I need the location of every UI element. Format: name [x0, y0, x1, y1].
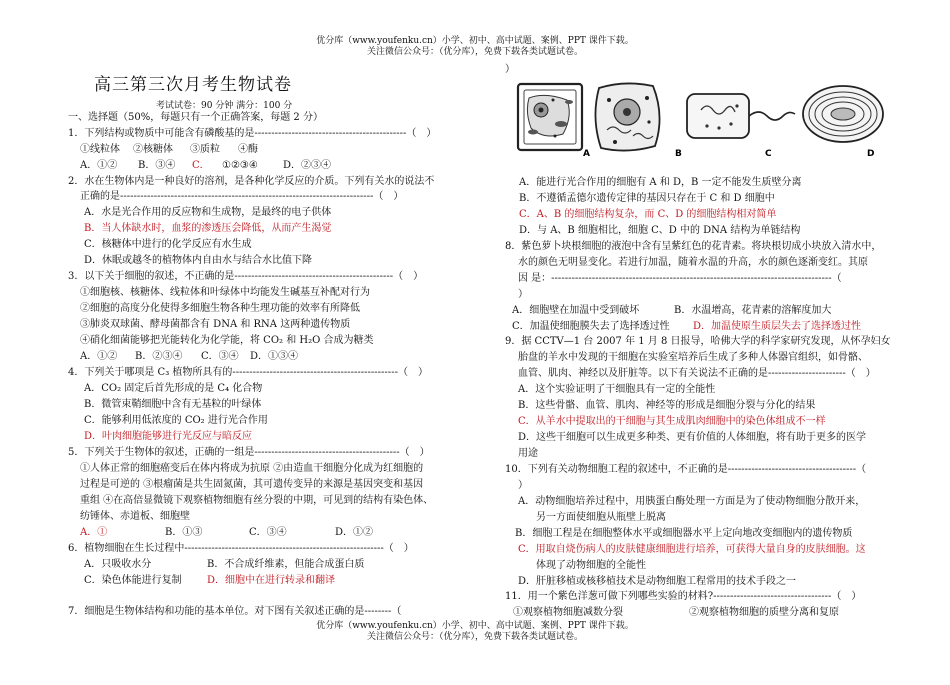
footer-line-2: 关注微信公众号：（优分库），免费下载各类试题试卷。: [366, 632, 583, 642]
q6-option-c: C．染色体能进行复制: [84, 575, 182, 586]
q5-answer-b: B．①③: [165, 527, 203, 538]
q5-statement-2: 过程是可逆的 ③根瘤菌是共生固氮菌，其可遗传变异的来源是基因突变和基因: [80, 479, 424, 490]
q7-option-b: B．不遵循孟德尔遗传定律的基因只存在于 C 和 D 细胞中: [519, 193, 775, 204]
q2-option-a: A．水是光合作用的反应物和生成物，是最终的电子供体: [84, 207, 332, 218]
q9-stem-3: 血管、肌肉、神经以及肝脏等。以下有关说法不正确的是-----------------------（ ）: [518, 368, 876, 379]
figure-label-a: A: [583, 149, 590, 159]
q5-answer-a: A．①: [80, 527, 108, 538]
q6-option-a: A．只吸收水分: [84, 559, 152, 570]
q1-answer-c: ①②③④: [222, 160, 258, 171]
q3-statement-4: ④硝化细菌能够把光能转化为化学能，将 CO₂ 和 H₂O 合成为糖类: [80, 335, 374, 346]
q4-option-a: A．CO₂ 固定后首先形成的是 C₄ 化合物: [84, 383, 263, 394]
q5-answer-c: C．③④: [249, 527, 287, 538]
q7-option-a: A．能进行光合作用的细胞有 A 和 D，B 一定不能发生质壁分离: [519, 177, 802, 188]
q8-option-d: D．加温使原生质层失去了选择透过性: [693, 321, 862, 332]
q9-stem-1: 9．据 CCTV—1 台 2007 年 1 月 8 日报导，哈佛大学的科学家研究发现，从怀孕妇女: [505, 336, 891, 347]
cell-diagram: [515, 80, 887, 164]
q1-answer-d: D．②③④: [283, 160, 332, 171]
q3-answer-d: D．①③④: [250, 351, 299, 362]
q1-opt-1: ①线粒体: [80, 144, 120, 155]
q2-option-d: D．休眠或越冬的植物体内自由水与结合水比值下降: [84, 255, 313, 266]
q7-option-c: C．A、B 的细胞结构复杂，而 C、D 的细胞结构相对简单: [519, 209, 777, 220]
q2-option-b: B．当人体缺水时，血浆的渗透压会降低，从而产生渴觉: [84, 223, 332, 234]
q3-answer-c: C．③④: [201, 351, 239, 362]
q2-stem-1: 2．水在生物体内是一种良好的溶剂，是各种化学反应的介质。下列有关水的说法不: [68, 176, 435, 187]
q1-stem: 1．下列结构或物质中可能含有磷酸基的是---------------------------------------------（ ）: [68, 128, 437, 139]
q4-option-d: D．叶肉细胞能够进行光反应与暗反应: [84, 431, 253, 442]
q10-option-a-2: 另一方面使细胞从瓶壁上脱离: [536, 512, 666, 523]
q3-statement-1: ①细胞核、核糖体、线粒体和叶绿体中均能发生碱基互补配对行为: [80, 287, 370, 298]
q8-stem-3: 因 是：-----------------------------------------------------------------------------------（: [518, 273, 842, 284]
figure-label-d: D: [867, 149, 875, 159]
cell-b-drawing: [595, 83, 659, 150]
figure-label-c: C: [765, 149, 772, 159]
q6-option-b: B．不合成纤维素，但能合成蛋白质: [207, 559, 365, 570]
q9-option-d-2: 用途: [518, 448, 538, 459]
q3-answer-a: A．①②: [80, 351, 118, 362]
q3-statement-2: ②细胞的高度分化使得多细胞生物各种生理功能的效率有所降低: [80, 303, 360, 314]
q1-answer-b: B．③④: [138, 160, 176, 171]
q10-option-c-2: 体现了动物细胞的全能性: [536, 560, 646, 571]
q8-stem-4: ）: [518, 289, 528, 300]
cell-a-drawing: [518, 84, 582, 150]
q1-opt-2: ②核糖体: [133, 144, 173, 155]
q10-option-d: D．肝脏移植或核移植技术是动物细胞工程常用的技术手段之一: [518, 576, 797, 587]
q4-option-b: B．微管束鞘细胞中含有无基粒的叶绿体: [84, 399, 262, 410]
q9-option-d-1: D．这些干细胞可以生成更多种类、更有价值的人体细胞，将有助于更多的医学: [518, 432, 867, 443]
cell-d-drawing: [803, 86, 883, 142]
q1-opt-4: ④酶: [238, 144, 258, 155]
q5-statement-3: 重组 ④在高倍显微镜下观察植物细胞有丝分裂的中期，可见到的结构有染色体、: [80, 495, 434, 506]
q3-answer-b: B．②③④: [135, 351, 183, 362]
q2-option-c: C．核糖体中进行的化学反应有水生成: [84, 239, 252, 250]
q1-opt-3: ③质粒: [190, 144, 220, 155]
section-heading: 一、选择题（50%，每题只有一个正确答案，每题 2 分）: [68, 112, 323, 123]
q3-stem: 3．以下关于细胞的叙述，不正确的是-----------------------------------------------（ ）: [68, 271, 424, 282]
q7-paren-close: ）: [505, 64, 515, 75]
cell-figure: [515, 80, 887, 164]
figure-label-b: B: [675, 149, 682, 159]
cell-c-drawing: [687, 94, 795, 138]
q8-stem-2: 水的颜色无明显变化。若进行加温，随着水温的升高，水的颜色逐渐变红。其原: [518, 257, 868, 268]
footer-line-1: 优分库（www.youfenku.cn）小学、初中、高中试题、案例、PPT 课件下载。: [316, 621, 634, 631]
q11-stem: 11．用一个紫色洋葱可做下列哪些实验的材料?-----------------------------------（ ）: [505, 591, 862, 602]
exam-title: 高三第三次月考生物试卷: [94, 75, 292, 95]
q3-statement-3: ③肺炎双球菌、酵母菌都含有 DNA 和 RNA 这两种遗传物质: [80, 319, 351, 330]
q10-option-c-1: C．用取自烧伤病人的皮肤健康细胞进行培养，可获得大量自身的皮肤细胞。这: [518, 544, 866, 555]
q6-option-d: D．细胞中在进行转录和翻译: [207, 575, 336, 586]
q9-option-b: B．这些骨骼、血管、肌肉、神经等的形成是细胞分裂与分化的结果: [518, 400, 816, 411]
q4-stem: 4．下列关于哪项是 C₃ 植物所具有的-------------------------------------------------（ ）: [68, 367, 428, 378]
q8-stem-1: 8．紫色萝卜块根细胞的液泡中含有呈紫红色的花青素。将块根切成小块放入清水中，: [505, 241, 882, 252]
q2-stem-2: 正确的是---------------------------------------------------------------------------（ ）: [80, 191, 404, 202]
q7-option-d: D．与 A、B 细胞相比，细胞 C、D 中的 DNA 结构为单链结构: [519, 225, 801, 236]
q8-option-b: B．水温增高，花青素的溶解度加大: [674, 305, 832, 316]
q10-stem-1: 10．下列有关动物细胞工程的叙述中，不正确的是--------------------------------------（: [505, 464, 867, 475]
q7-stem: 7．细胞是生物体结构和功能的基本单位。对下图有关叙述正确的是--------（: [68, 606, 402, 617]
q1-answer-a: A．①②: [80, 160, 118, 171]
q10-option-b: B．细胞工程是在细胞整体水平或细胞器水平上定向地改变细胞内的遗传物质: [515, 528, 853, 539]
q8-option-c: C．加温使细胞膜失去了选择透过性: [512, 321, 670, 332]
exam-meta: 考试试卷：90 分钟 满分：100 分: [156, 101, 293, 111]
q5-statement-1: ①人体正常的细胞癌变后在体内将成为抗原 ②由造血干细胞分化成为红细胞的: [80, 463, 424, 474]
q5-answer-d: D．①②: [335, 527, 374, 538]
header-line-2: 关注微信公众号：（优分库），免费下载各类试题试卷。: [366, 47, 583, 57]
q9-option-a: A．这个实验证明了干细胞具有一定的全能性: [518, 384, 716, 395]
q6-stem: 6．植物细胞在生长过程中-----------------------------------------------------------（ ）: [68, 543, 414, 554]
q11-item-1: ①观察植物细胞减数分裂: [513, 607, 623, 618]
header-line-1: 优分库（www.youfenku.cn）小学、初中、高中试题、案例、PPT 课件下载。: [316, 36, 634, 46]
q5-statement-4: 纺锤体、赤道板、细胞壁: [80, 511, 190, 522]
q1-answer-c-label: C．: [192, 160, 210, 171]
q9-stem-2: 胎盘的羊水中发现的干细胞在实验室培养后生成了多种人体器官组织，如骨骼、: [518, 352, 868, 363]
q8-option-a: A．细胞壁在加温中受到破坏: [512, 305, 640, 316]
q11-item-2: ②观察植物细胞的质壁分离和复原: [689, 607, 839, 618]
q9-option-c: C．从羊水中提取出的干细胞与其生成肌肉细胞中的染色体组成不一样: [518, 416, 826, 427]
q10-option-a-1: A．动物细胞培养过程中，用胰蛋白酶处理一方面是为了使动物细胞分散开来，: [518, 496, 866, 507]
q4-option-c: C．能够利用低浓度的 CO₂ 进行光合作用: [84, 415, 268, 426]
q10-stem-2: ）: [518, 480, 528, 491]
q5-stem: 5．下列关于生物体的叙述，正确的一组是-------------------------------------------（ ）: [68, 447, 430, 458]
